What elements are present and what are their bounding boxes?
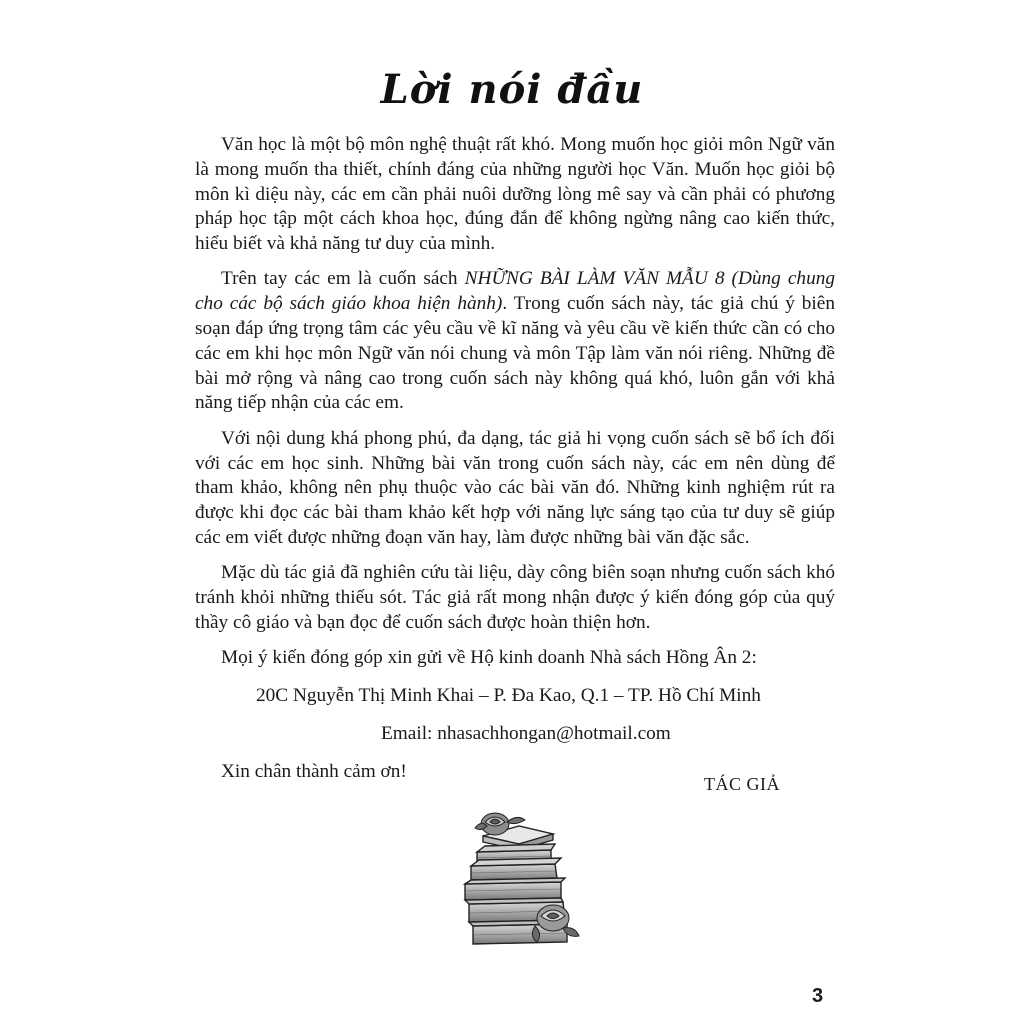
paragraph-2 xyxy=(195,267,835,416)
paragraph-2-lead: Trên tay các em là cuốn sách xyxy=(221,268,465,290)
address-line: 20C Nguyễn Thị Minh Khai – P. Đa Kao, Q.1 – TP. Hồ Chí Minh xyxy=(256,684,761,706)
page-title: Lời nói đầu xyxy=(380,66,644,113)
book-title-italic: NHỮNG BÀI LÀM VĂN MẪU 8 (Dùng chung cho các bộ sách giáo khoa hiện hành) xyxy=(195,268,835,315)
thanks-line: Xin chân thành cảm ơn! xyxy=(221,760,407,782)
paragraph-3: Với nội dung khá phong phú, đa dạng, tác giả hi vọng cuốn sách sẽ bổ ích đối với các em học sinh. Những bài văn trong cuốn sách này, các em nên dùng để tham khảo, không nên phụ thuộc vào các bài văn đó. Những kinh nghiệm rút ra được khi đọc các bài tham khảo kết hợp với năng lực sáng tạo của tư duy sẽ giúp các em viết được những đoạn văn hay, làm được những bài văn đặc sắc. xyxy=(195,427,835,548)
paragraph-1: Văn học là một bộ môn nghệ thuật rất khó. Mong muốn học giỏi môn Ngữ văn là mong muốn tha thiết, chính đáng của những người học Văn. Muốn học giỏi bộ môn kì diệu này, các em cần phải nuôi dưỡng lòng mê say và cần phải có phương pháp học tập một cách khoa học, đúng đắn để không ngừng nâng cao kiến thức, hiểu biết và khả năng tư duy của mình. xyxy=(195,134,835,255)
paragraph-4: Mặc dù tác giả đã nghiên cứu tài liệu, dày công biên soạn nhưng cuốn sách khó tránh khỏi những thiếu sót. Tác giả rất mong nhận được ý kiến đóng góp của quý thầy cô giáo và bạn đọc để cuốn sách được hoàn thiện hơn. xyxy=(195,562,835,633)
author-signature: TÁC GIẢ xyxy=(704,774,780,794)
page-number: 3 xyxy=(812,985,824,1007)
stacked-books-with-roses-icon xyxy=(455,800,585,950)
email-line: Email: nhasachhongan@hotmail.com xyxy=(381,722,671,744)
body-text xyxy=(195,133,835,797)
contact-intro: Mọi ý kiến đóng góp xin gửi về Hộ kinh doanh Nhà sách Hồng Ân 2: xyxy=(221,647,757,669)
paragraph-2-rest: . Trong cuốn sách này, tác giả chú ý biên soạn đáp ứng trọng tâm các yêu cầu về kĩ năng và yêu cầu về kiến thức cần có cho các em khi học môn Ngữ văn nói chung và môn Tập làm văn nói riêng. Những đề bài mở rộng và nâng cao trong cuốn sách này không quá khó, luôn gắn với khả năng tiếp nhận của các em. xyxy=(195,293,835,414)
